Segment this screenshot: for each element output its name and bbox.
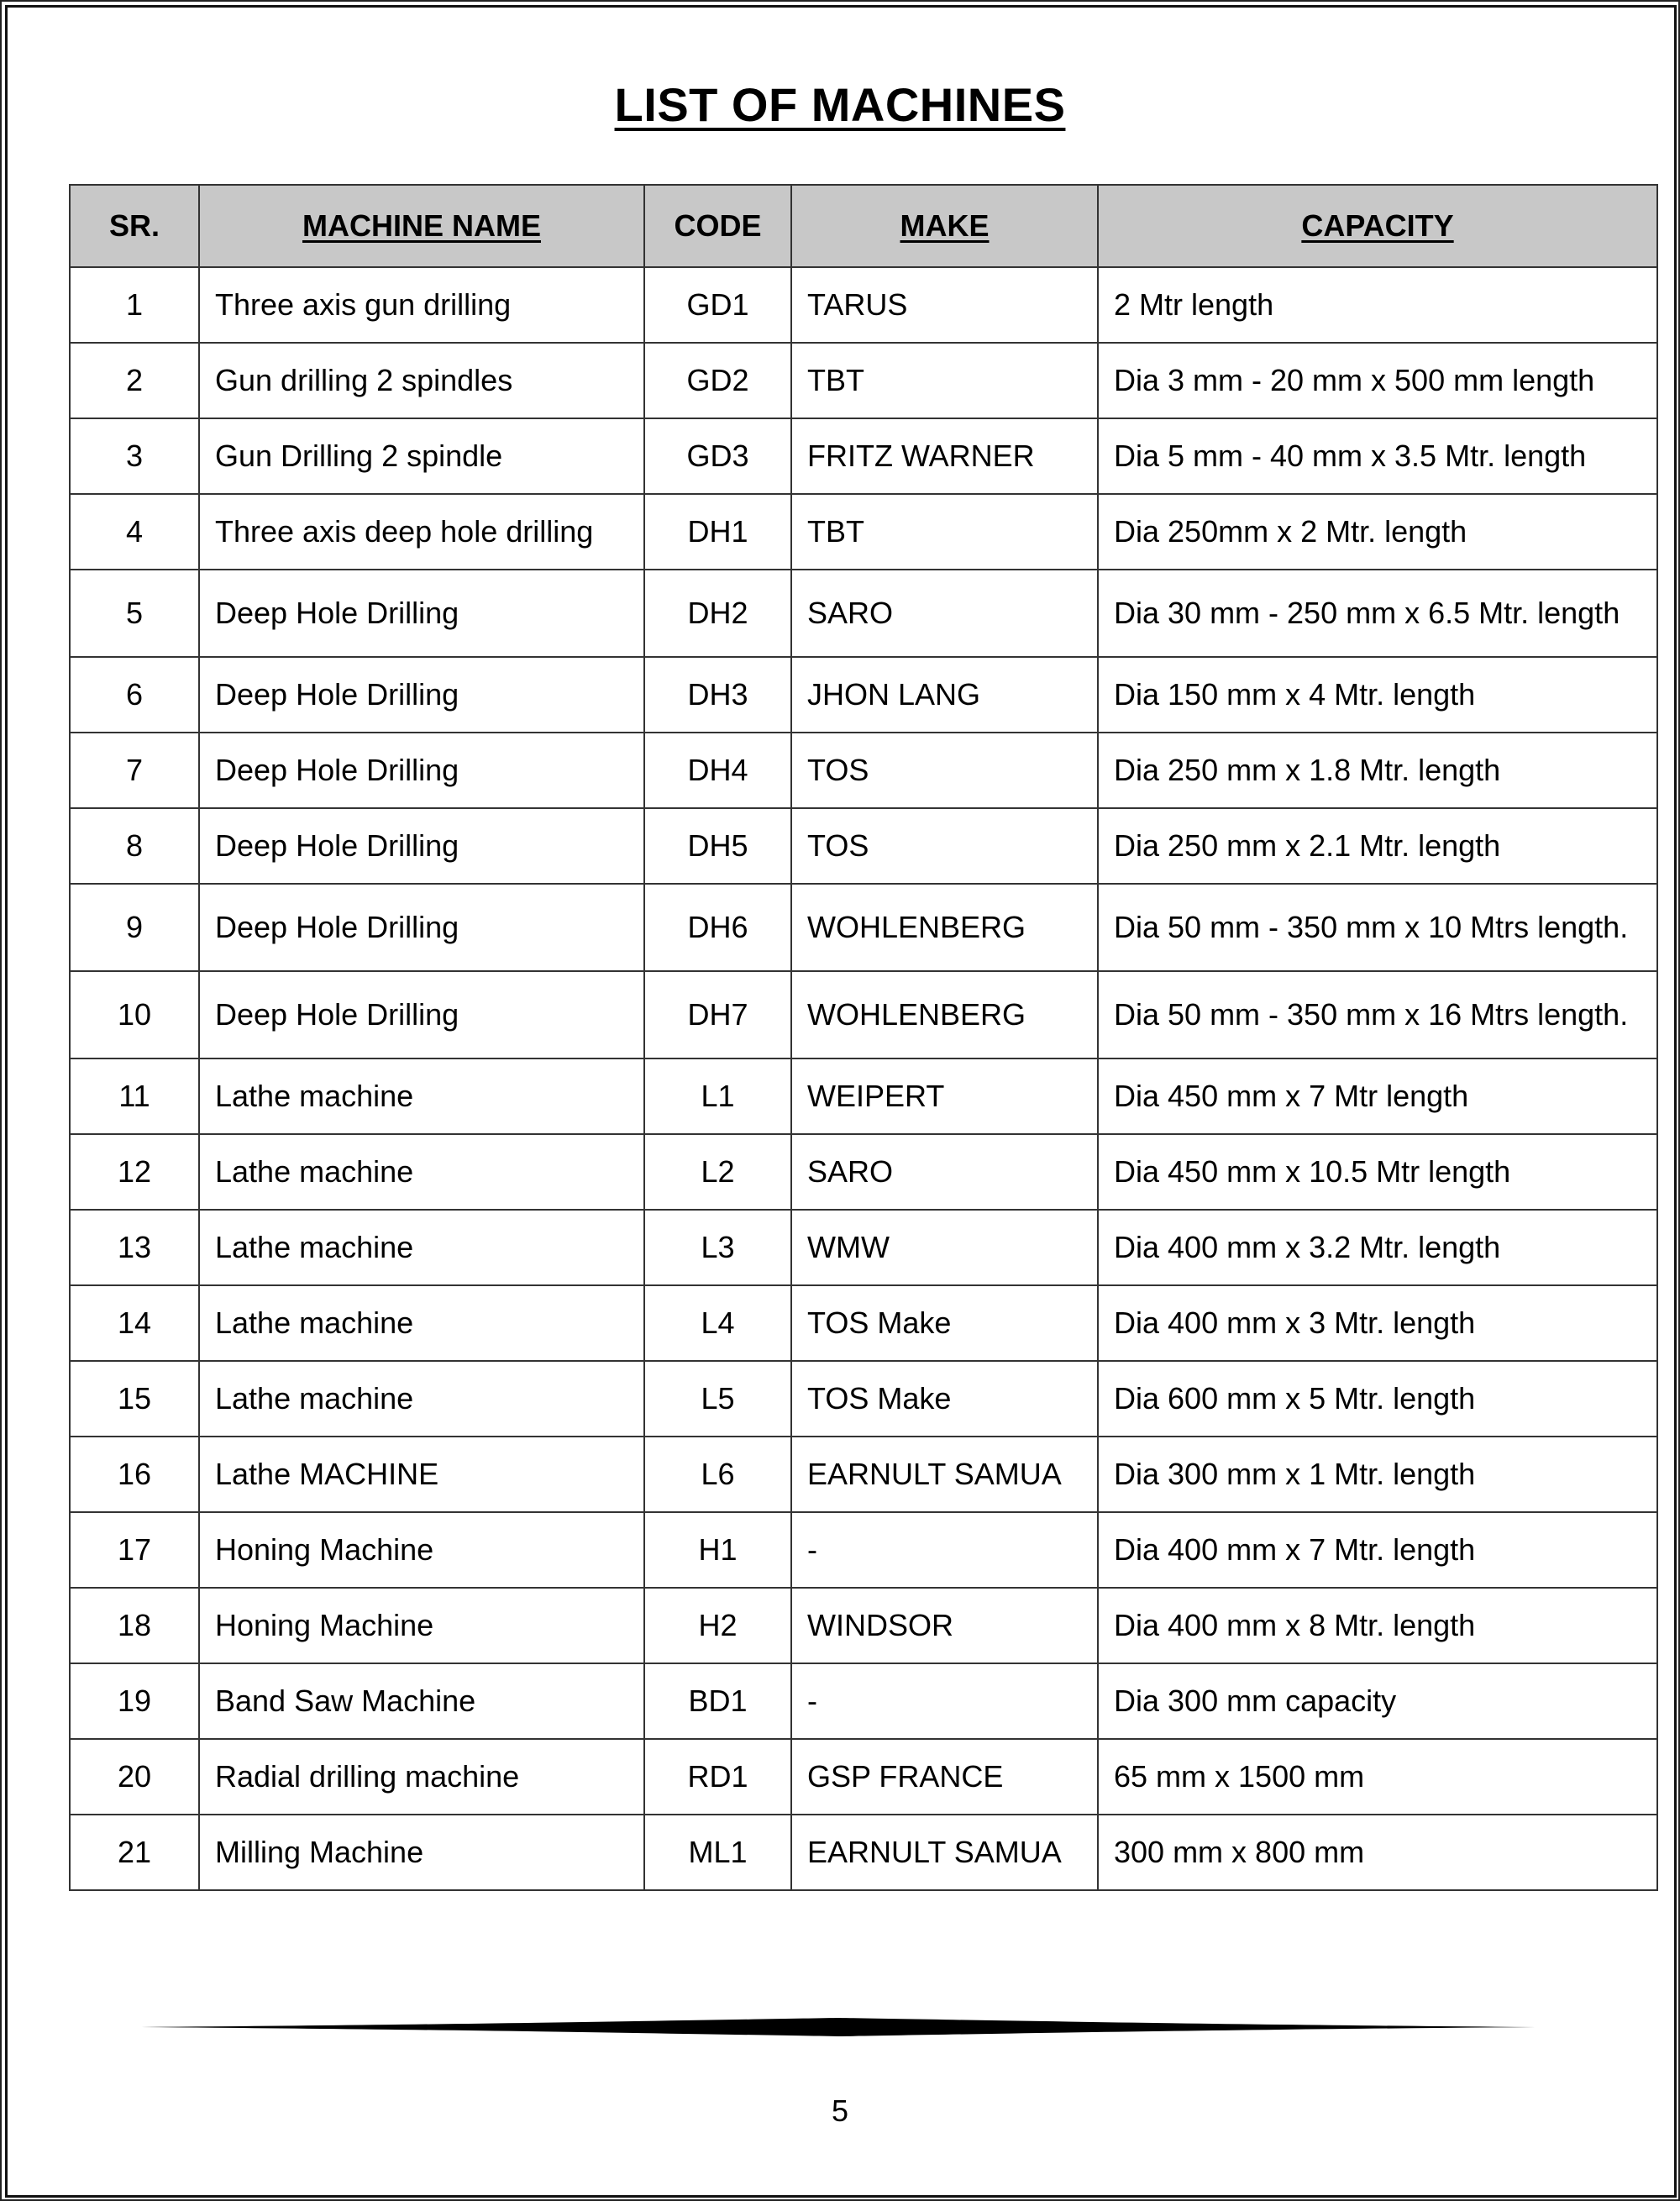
cell-sr: 17 xyxy=(70,1512,199,1588)
cell-machine-name: Deep Hole Drilling xyxy=(199,884,644,971)
cell-machine-name: Lathe machine xyxy=(199,1134,644,1210)
cell-machine-name: Lathe machine xyxy=(199,1361,644,1437)
cell-code: BD1 xyxy=(644,1663,791,1739)
header-machine-name: MACHINE NAME xyxy=(199,185,644,267)
cell-make: WEIPERT xyxy=(791,1058,1098,1134)
table-row xyxy=(70,884,1657,971)
cell-code: GD2 xyxy=(644,343,791,418)
cell-code: L4 xyxy=(644,1285,791,1361)
cell-make: GSP FRANCE xyxy=(791,1739,1098,1815)
cell-sr: 18 xyxy=(70,1588,199,1663)
cell-code: DH1 xyxy=(644,494,791,570)
cell-capacity: Dia 400 mm x 3 Mtr. length xyxy=(1098,1285,1657,1361)
table-header-row xyxy=(70,185,1657,267)
cell-machine-name: Gun Drilling 2 spindle xyxy=(199,418,644,494)
cell-make: JHON LANG xyxy=(791,657,1098,733)
cell-code: L2 xyxy=(644,1134,791,1210)
cell-sr: 12 xyxy=(70,1134,199,1210)
page-number: 5 xyxy=(831,2093,849,2128)
table-row xyxy=(70,570,1657,657)
table-row xyxy=(70,1815,1657,1890)
cell-make: SARO xyxy=(791,1134,1098,1210)
cell-code: DH6 xyxy=(644,884,791,971)
cell-code: RD1 xyxy=(644,1739,791,1815)
table-row xyxy=(70,1058,1657,1134)
table-row xyxy=(70,971,1657,1058)
cell-machine-name: Deep Hole Drilling xyxy=(199,570,644,657)
cell-sr: 3 xyxy=(70,418,199,494)
cell-sr: 13 xyxy=(70,1210,199,1285)
table-row xyxy=(70,1512,1657,1588)
cell-machine-name: Lathe machine xyxy=(199,1285,644,1361)
table-row xyxy=(70,1663,1657,1739)
cell-machine-name: Deep Hole Drilling xyxy=(199,733,644,808)
cell-capacity: Dia 50 mm - 350 mm x 10 Mtrs length. xyxy=(1098,884,1657,971)
cell-make: FRITZ WARNER xyxy=(791,418,1098,494)
cell-code: DH4 xyxy=(644,733,791,808)
cell-machine-name: Three axis deep hole drilling xyxy=(199,494,644,570)
cell-capacity: Dia 250 mm x 1.8 Mtr. length xyxy=(1098,733,1657,808)
cell-capacity: Dia 250mm x 2 Mtr. length xyxy=(1098,494,1657,570)
cell-machine-name: Honing Machine xyxy=(199,1588,644,1663)
cell-sr: 14 xyxy=(70,1285,199,1361)
table-row xyxy=(70,1739,1657,1815)
table-row xyxy=(70,808,1657,884)
cell-sr: 5 xyxy=(70,570,199,657)
cell-code: DH2 xyxy=(644,570,791,657)
cell-make: TBT xyxy=(791,343,1098,418)
cell-make: TBT xyxy=(791,494,1098,570)
cell-sr: 7 xyxy=(70,733,199,808)
cell-code: DH5 xyxy=(644,808,791,884)
cell-machine-name: Honing Machine xyxy=(199,1512,644,1588)
machines-table xyxy=(69,184,1658,1891)
cell-sr: 6 xyxy=(70,657,199,733)
table-row xyxy=(70,418,1657,494)
cell-make: WINDSOR xyxy=(791,1588,1098,1663)
cell-code: ML1 xyxy=(644,1815,791,1890)
cell-machine-name: Radial drilling machine xyxy=(199,1739,644,1815)
cell-make: SARO xyxy=(791,570,1098,657)
cell-capacity: Dia 300 mm capacity xyxy=(1098,1663,1657,1739)
page-title: LIST OF MACHINES xyxy=(614,78,1066,131)
cell-sr: 4 xyxy=(70,494,199,570)
cell-capacity: Dia 400 mm x 3.2 Mtr. length xyxy=(1098,1210,1657,1285)
cell-make: WOHLENBERG xyxy=(791,971,1098,1058)
table-row xyxy=(70,1210,1657,1285)
footer-swoosh-divider xyxy=(141,2016,1536,2038)
cell-capacity: 300 mm x 800 mm xyxy=(1098,1815,1657,1890)
cell-machine-name: Lathe MACHINE xyxy=(199,1437,644,1512)
cell-sr: 1 xyxy=(70,267,199,343)
cell-make: TOS xyxy=(791,733,1098,808)
cell-code: H1 xyxy=(644,1512,791,1588)
cell-capacity: Dia 150 mm x 4 Mtr. length xyxy=(1098,657,1657,733)
cell-capacity: Dia 400 mm x 7 Mtr. length xyxy=(1098,1512,1657,1588)
cell-code: GD3 xyxy=(644,418,791,494)
cell-make: EARNULT SAMUA xyxy=(791,1815,1098,1890)
table-row xyxy=(70,494,1657,570)
cell-sr: 11 xyxy=(70,1058,199,1134)
table-row xyxy=(70,1361,1657,1437)
cell-machine-name: Deep Hole Drilling xyxy=(199,971,644,1058)
cell-capacity: Dia 450 mm x 7 Mtr length xyxy=(1098,1058,1657,1134)
header-code: CODE xyxy=(644,185,791,267)
cell-sr: 9 xyxy=(70,884,199,971)
cell-capacity: Dia 30 mm - 250 mm x 6.5 Mtr. length xyxy=(1098,570,1657,657)
cell-machine-name: Three axis gun drilling xyxy=(199,267,644,343)
cell-capacity: Dia 300 mm x 1 Mtr. length xyxy=(1098,1437,1657,1512)
cell-machine-name: Deep Hole Drilling xyxy=(199,808,644,884)
cell-capacity: 2 Mtr length xyxy=(1098,267,1657,343)
cell-make: WOHLENBERG xyxy=(791,884,1098,971)
cell-capacity: Dia 250 mm x 2.1 Mtr. length xyxy=(1098,808,1657,884)
cell-sr: 16 xyxy=(70,1437,199,1512)
header-capacity: CAPACITY xyxy=(1098,185,1657,267)
table-row xyxy=(70,733,1657,808)
cell-code: L5 xyxy=(644,1361,791,1437)
cell-machine-name: Milling Machine xyxy=(199,1815,644,1890)
cell-make: TARUS xyxy=(791,267,1098,343)
cell-make: TOS Make xyxy=(791,1361,1098,1437)
header-sr: SR. xyxy=(70,185,199,267)
cell-capacity: Dia 450 mm x 10.5 Mtr length xyxy=(1098,1134,1657,1210)
cell-sr: 15 xyxy=(70,1361,199,1437)
table-row xyxy=(70,267,1657,343)
cell-capacity: 65 mm x 1500 mm xyxy=(1098,1739,1657,1815)
cell-sr: 19 xyxy=(70,1663,199,1739)
cell-code: L6 xyxy=(644,1437,791,1512)
cell-capacity: Dia 3 mm - 20 mm x 500 mm length xyxy=(1098,343,1657,418)
cell-make: EARNULT SAMUA xyxy=(791,1437,1098,1512)
cell-sr: 10 xyxy=(70,971,199,1058)
cell-machine-name: Lathe machine xyxy=(199,1058,644,1134)
cell-capacity: Dia 600 mm x 5 Mtr. length xyxy=(1098,1361,1657,1437)
cell-make: - xyxy=(791,1512,1098,1588)
cell-sr: 2 xyxy=(70,343,199,418)
cell-capacity: Dia 5 mm - 40 mm x 3.5 Mtr. length xyxy=(1098,418,1657,494)
cell-code: L3 xyxy=(644,1210,791,1285)
cell-capacity: Dia 50 mm - 350 mm x 16 Mtrs length. xyxy=(1098,971,1657,1058)
cell-machine-name: Deep Hole Drilling xyxy=(199,657,644,733)
cell-code: H2 xyxy=(644,1588,791,1663)
cell-code: DH3 xyxy=(644,657,791,733)
header-make: MAKE xyxy=(791,185,1098,267)
table-row xyxy=(70,343,1657,418)
table-body xyxy=(70,267,1657,1890)
cell-make: TOS xyxy=(791,808,1098,884)
table-row xyxy=(70,1134,1657,1210)
table-row xyxy=(70,1437,1657,1512)
cell-code: L1 xyxy=(644,1058,791,1134)
cell-sr: 8 xyxy=(70,808,199,884)
cell-sr: 21 xyxy=(70,1815,199,1890)
table-row xyxy=(70,1285,1657,1361)
cell-sr: 20 xyxy=(70,1739,199,1815)
cell-code: DH7 xyxy=(644,971,791,1058)
cell-make: WMW xyxy=(791,1210,1098,1285)
cell-machine-name: Lathe machine xyxy=(199,1210,644,1285)
cell-capacity: Dia 400 mm x 8 Mtr. length xyxy=(1098,1588,1657,1663)
cell-machine-name: Gun drilling 2 spindles xyxy=(199,343,644,418)
table-row xyxy=(70,657,1657,733)
cell-machine-name: Band Saw Machine xyxy=(199,1663,644,1739)
table-row xyxy=(70,1588,1657,1663)
cell-code: GD1 xyxy=(644,267,791,343)
cell-make: TOS Make xyxy=(791,1285,1098,1361)
cell-make: - xyxy=(791,1663,1098,1739)
